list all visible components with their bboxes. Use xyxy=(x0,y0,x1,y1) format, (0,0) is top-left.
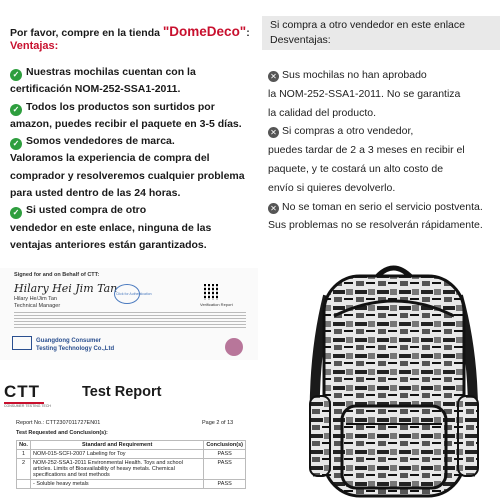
disadvantage-line xyxy=(268,160,500,179)
disadvantage-line xyxy=(268,179,500,198)
ctt-logo-sub: CONSUMER TESTING TECH xyxy=(4,404,51,408)
disadvantage-line xyxy=(268,66,500,85)
advantage-line xyxy=(10,133,256,150)
table-cell-res: PASS xyxy=(204,459,246,480)
org-name-line2: Testing Technology Co.,Ltd xyxy=(36,346,115,352)
advantage-line xyxy=(10,237,256,254)
disadvantages-header xyxy=(262,16,500,50)
conclusion-heading: Test Requested and Conclusion(s): xyxy=(16,430,108,436)
advantage-text: Valoramos la experiencia de compra del xyxy=(10,152,210,165)
advantage-line xyxy=(10,81,256,98)
table-cell-std: NOM-252-SSA1-2011 Environmental Health. Toys and school articles. Limits of Bioavailability of heavy metals. Chemical specifications and test methods xyxy=(31,459,204,480)
advantage-text: Nuestras mochilas cuentan con la xyxy=(26,66,196,78)
disadvantage-text: No se toman en serio el servicio postventa. xyxy=(282,200,483,213)
brand-name: "DomeDeco" xyxy=(162,24,247,39)
fine-print-block xyxy=(14,312,246,328)
advantage-text: vendedor en este enlace, ninguna de las xyxy=(10,221,212,234)
backpack-illustration xyxy=(288,256,500,500)
x-circle-icon: ✕ xyxy=(268,203,279,214)
test-report xyxy=(0,372,258,500)
x-circle-icon: ✕ xyxy=(268,71,279,82)
advantage-line xyxy=(10,220,256,237)
disadvantage-line xyxy=(268,85,500,104)
qr-code-overlay xyxy=(204,284,220,300)
advantage-text: ventajas anteriores están garantizados. xyxy=(10,238,207,251)
advantages-panel xyxy=(0,0,258,258)
signer-name: Hilary He/Jim Tan xyxy=(14,296,57,302)
check-circle-icon: ✓ xyxy=(10,138,22,150)
store-heading xyxy=(10,24,250,39)
signature: Hilary Hei Jim Tan xyxy=(14,282,118,295)
disadvantages-list xyxy=(268,66,500,235)
advantage-text: para usted dentro de las 24 horas. xyxy=(10,187,181,200)
signed-line: Signed for and on Behalf of CTT: xyxy=(14,272,100,278)
col-standard: Standard and Requirement xyxy=(31,441,204,450)
other-seller-heading: Si compra a otro vendedor en este enlace xyxy=(270,19,465,31)
official-seal-icon xyxy=(225,338,243,356)
disadvantages-panel xyxy=(262,0,500,258)
ctt-logo: CTT xyxy=(4,382,41,401)
advantage-line xyxy=(10,99,256,116)
col-conclusion: Conclusion(s) xyxy=(204,441,246,450)
disadvantage-line xyxy=(268,216,500,235)
advantage-text: Somos vendedores de marca. xyxy=(26,135,175,148)
table-cell-no xyxy=(17,480,31,489)
check-circle-icon: ✓ xyxy=(10,207,22,219)
advantage-text: Si usted compra de otro xyxy=(26,204,147,217)
col-no: No. xyxy=(17,441,31,450)
disadvantage-text: Sus mochilas no han aprobado xyxy=(282,69,427,81)
signer-role: Technical Manager xyxy=(14,303,61,309)
store-heading-prefix: Por favor, compre en la tienda xyxy=(10,27,163,39)
table-header-row xyxy=(17,441,246,450)
disadvantage-text: la calidad del producto. xyxy=(268,106,376,119)
disadvantage-text: la NOM-252-SSA1-2011. No se garantiza xyxy=(268,87,461,100)
table-cell-std: - Soluble heavy metals xyxy=(31,480,204,489)
advantage-text: certificación NOM-252-SSA1-2011. xyxy=(10,83,181,96)
disadvantage-line xyxy=(268,104,500,123)
advantage-line xyxy=(10,202,256,219)
advantage-line xyxy=(10,116,256,133)
report-title: Test Report xyxy=(82,384,162,400)
advantage-line xyxy=(10,168,256,185)
table-cell-res: PASS xyxy=(204,480,246,489)
advantage-text: amazon, puedes recibir el paquete en 3-5 días. xyxy=(10,117,242,130)
table-cell-no: 2 xyxy=(17,459,31,480)
table-cell-no: 1 xyxy=(17,450,31,459)
x-circle-icon: ✕ xyxy=(268,127,279,138)
advantages-list xyxy=(10,64,256,254)
table-cell-res: PASS xyxy=(204,450,246,459)
advantages-title: Ventajas: xyxy=(10,40,59,52)
advantage-line xyxy=(10,64,256,81)
conclusion-table xyxy=(16,440,246,489)
backpack-photo xyxy=(288,256,500,500)
advantage-line xyxy=(10,185,256,202)
advantage-line xyxy=(10,150,256,167)
disadvantage-line xyxy=(268,122,500,141)
check-circle-icon: ✓ xyxy=(10,104,22,116)
table-row xyxy=(17,459,246,480)
advantage-text: comprador y resolveremos cualquier problema xyxy=(10,169,245,182)
table-cell-std: NOM-015-SCFI-2007 Labeling for Toy xyxy=(31,450,204,459)
report-number: Report No.: CTT2307011727EN01 xyxy=(16,420,101,426)
disadvantage-line xyxy=(268,198,500,217)
disadvantage-text: Sus problemas no se resolverán rápidamente. xyxy=(268,219,483,232)
stamp-text: Click for Authentication xyxy=(116,292,152,296)
org-logo-icon xyxy=(12,336,32,350)
table-row xyxy=(17,480,246,489)
disadvantage-line xyxy=(268,141,500,160)
certificate-image xyxy=(0,268,258,360)
table-body xyxy=(17,450,246,489)
disadvantage-text: envío si quieres devolverlo. xyxy=(268,181,396,194)
org-name-line1: Guangdong Consumer xyxy=(36,338,101,344)
disadvantage-text: paquete, y te costará un alto costo de xyxy=(268,162,444,175)
qr-caption: Verification Report xyxy=(200,302,233,307)
disadvantage-text: Si compras a otro vendedor, xyxy=(282,125,414,138)
check-circle-icon: ✓ xyxy=(10,69,22,81)
store-heading-suffix: : xyxy=(246,27,250,39)
table-row xyxy=(17,450,246,459)
advantage-text: Todos los productos son surtidos por xyxy=(26,100,215,113)
disadvantages-title: Desventajas: xyxy=(270,34,331,46)
disadvantage-text: puedes tardar de 2 a 3 meses en recibir el xyxy=(268,144,465,157)
report-page: Page 2 of 13 xyxy=(202,420,234,426)
